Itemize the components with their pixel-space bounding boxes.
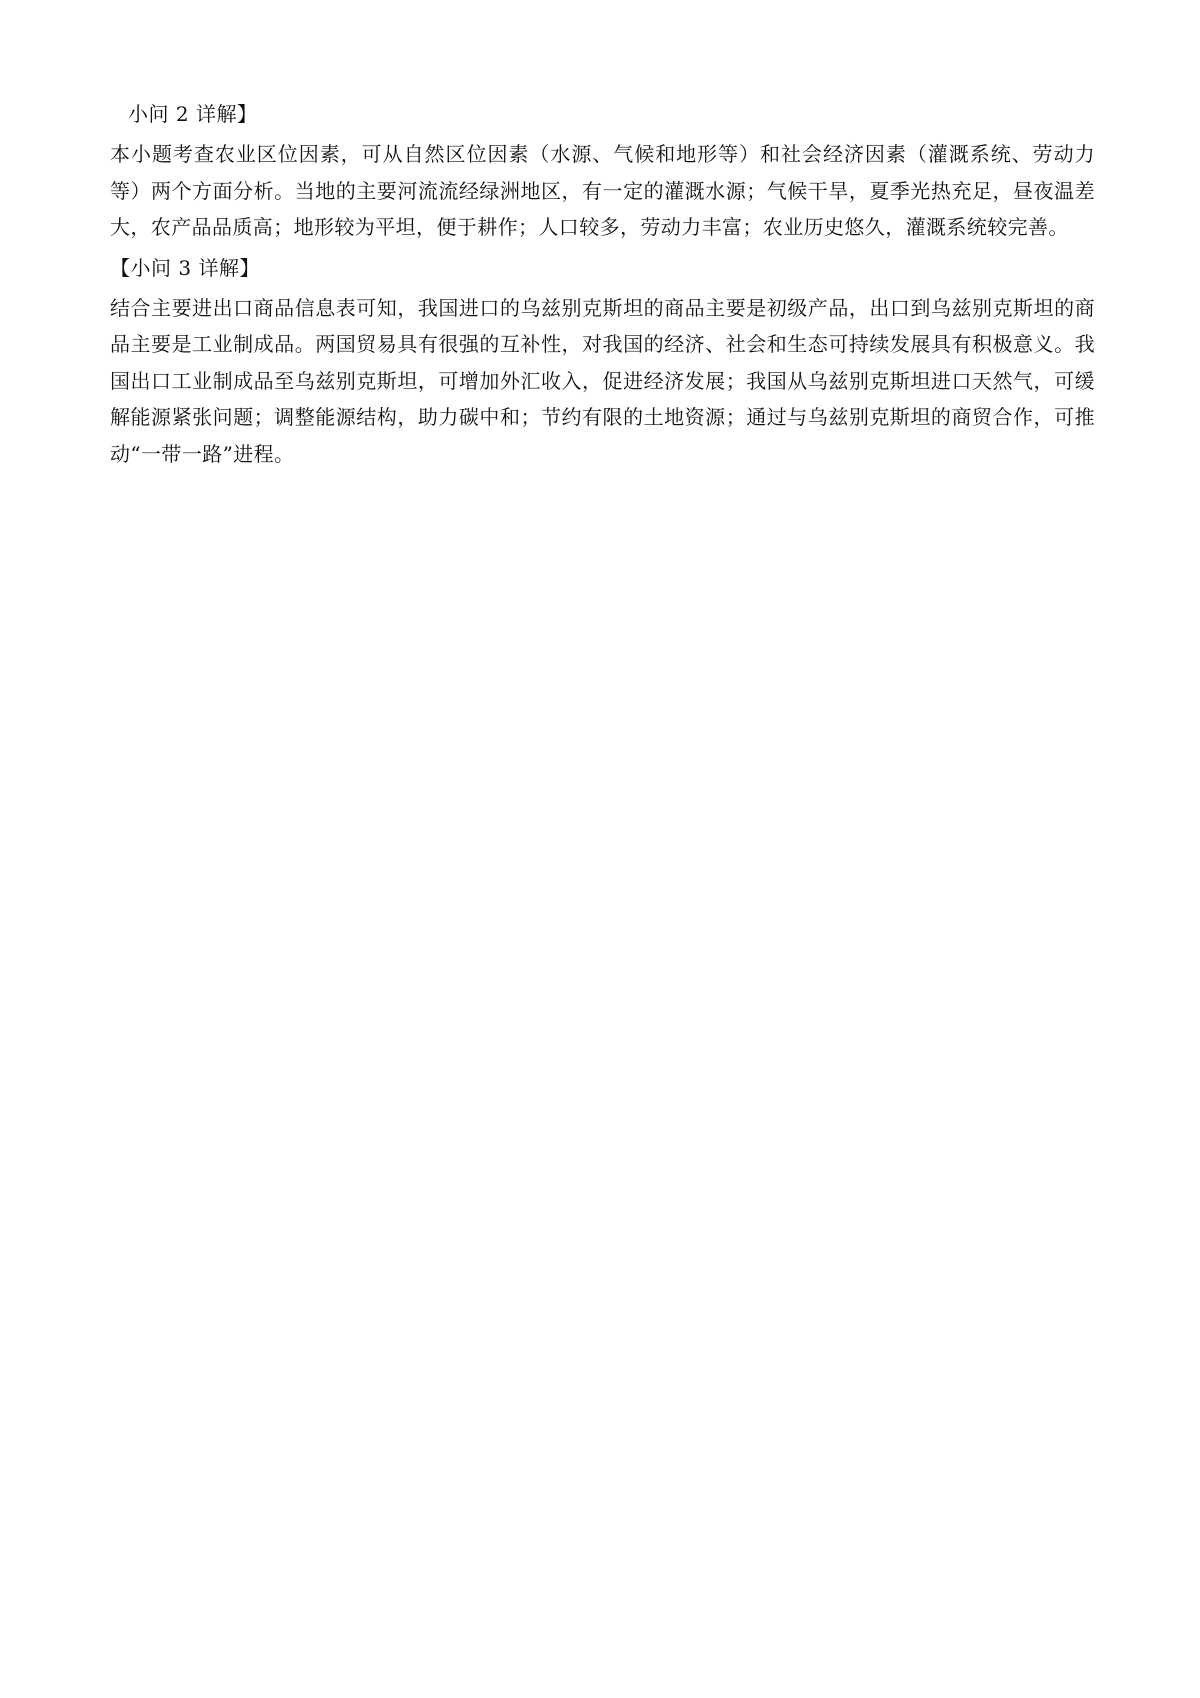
section-heading-q2: 小问 2 详解】 [128, 102, 258, 126]
section-body-q2: 本小题考查农业区位因素，可从自然区位因素（水源、气候和地形等）和社会经济因素（灌溉系统、劳动力等）两个方面分析。当地的主要河流流经绿洲地区，有一定的灌溉水源；气候干旱，夏季光热充足，昼夜温差大，农产品品质高；地形较为平坦，便于耕作；人口较多，劳动力丰富；农业历史悠久，灌溉系统较完善。 [110, 142, 1095, 239]
section-body-q3: 结合主要进出口商品信息表可知，我国进口的乌兹别克斯坦的商品主要是初级产品，出口到乌兹别克斯坦的商品主要是工业制成品。两国贸易具有很强的互补性，对我国的经济、社会和生态可持续发展具有积极意义。我国出口工业制成品至乌兹别克斯坦，可增加外汇收入，促进经济发展；我国从乌兹别克斯坦进口天然气，可缓解能源紧张问题；调整能源结构，助力碳中和；节约有限的土地资源；通过与乌兹别克斯坦的商贸合作，可推动“一带一路”进程。 [110, 295, 1095, 466]
section-heading-q3: 【小问 3 详解】 [110, 255, 260, 280]
document-content [110, 96, 1095, 476]
